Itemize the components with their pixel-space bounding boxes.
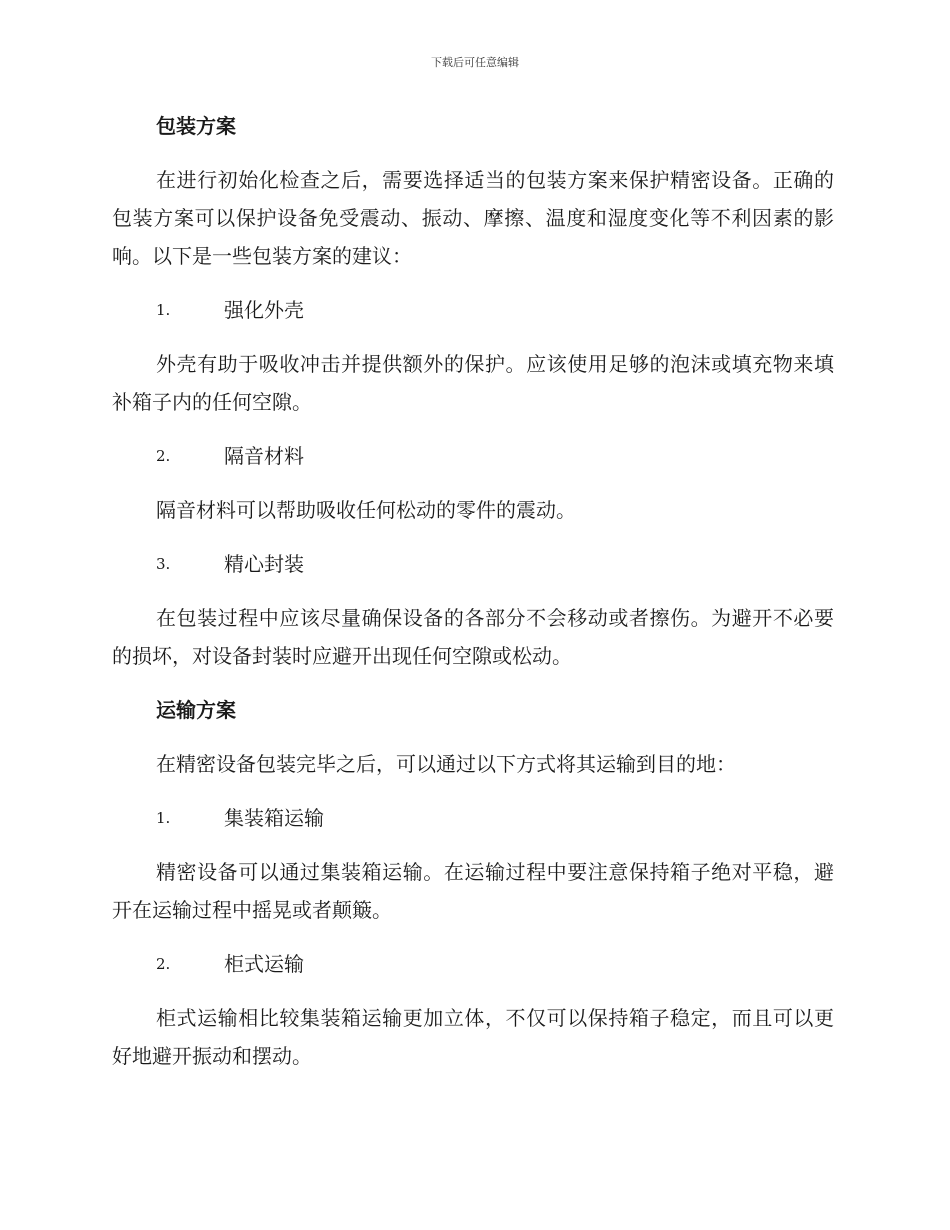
list-item: [112, 437, 834, 475]
list-item: [112, 291, 834, 329]
list-number: 3.: [156, 555, 171, 573]
list-number: 2.: [156, 955, 171, 973]
list-label: 精心封装: [224, 552, 304, 576]
list-item: [112, 545, 834, 583]
section-intro-packaging: 在进行初始化检查之后，需要选择适当的包装方案来保护精密设备。正确的包装方案可以保护设备免受震动、振动、摩擦、温度和湿度变化等不利因素的影响。以下是一些包装方案的建议：: [112, 168, 834, 268]
list-number: 1.: [156, 301, 171, 319]
page-header-note: 下载后可任意编辑: [431, 56, 519, 69]
list-label: 强化外壳: [224, 298, 304, 322]
list-item-text: 柜式运输相比较集装箱运输更加立体，不仅可以保持箱子稳定，而且可以更好地避开振动和摆动。: [112, 1006, 834, 1068]
list-label: 集装箱运输: [224, 806, 324, 830]
list-label: 柜式运输: [224, 952, 304, 976]
list-number: 2.: [156, 447, 171, 465]
list-item-text: 精密设备可以通过集装箱运输。在运输过程中要注意保持箱子绝对平稳，避开在运输过程中摇晃或者颠簸。: [112, 860, 834, 922]
section-title-transport: 运输方案: [156, 698, 236, 722]
list-item-text: 隔音材料可以帮助吸收任何松动的零件的震动。: [156, 498, 576, 522]
list-number: 1.: [156, 809, 171, 827]
list-item: [112, 945, 834, 983]
section-title-packaging: 包装方案: [156, 114, 236, 138]
list-label: 隔音材料: [224, 444, 304, 468]
list-item: [112, 799, 834, 837]
list-item-text: 在包装过程中应该尽量确保设备的各部分不会移动或者擦伤。为避开不必要的损坏，对设备封装时应避开出现任何空隙或松动。: [112, 606, 834, 668]
list-item-text: 外壳有助于吸收冲击并提供额外的保护。应该使用足够的泡沫或填充物来填补箱子内的任何空隙。: [112, 352, 834, 414]
section-intro-transport: 在精密设备包装完毕之后，可以通过以下方式将其运输到目的地：: [156, 752, 736, 776]
document-body: [112, 107, 834, 1075]
